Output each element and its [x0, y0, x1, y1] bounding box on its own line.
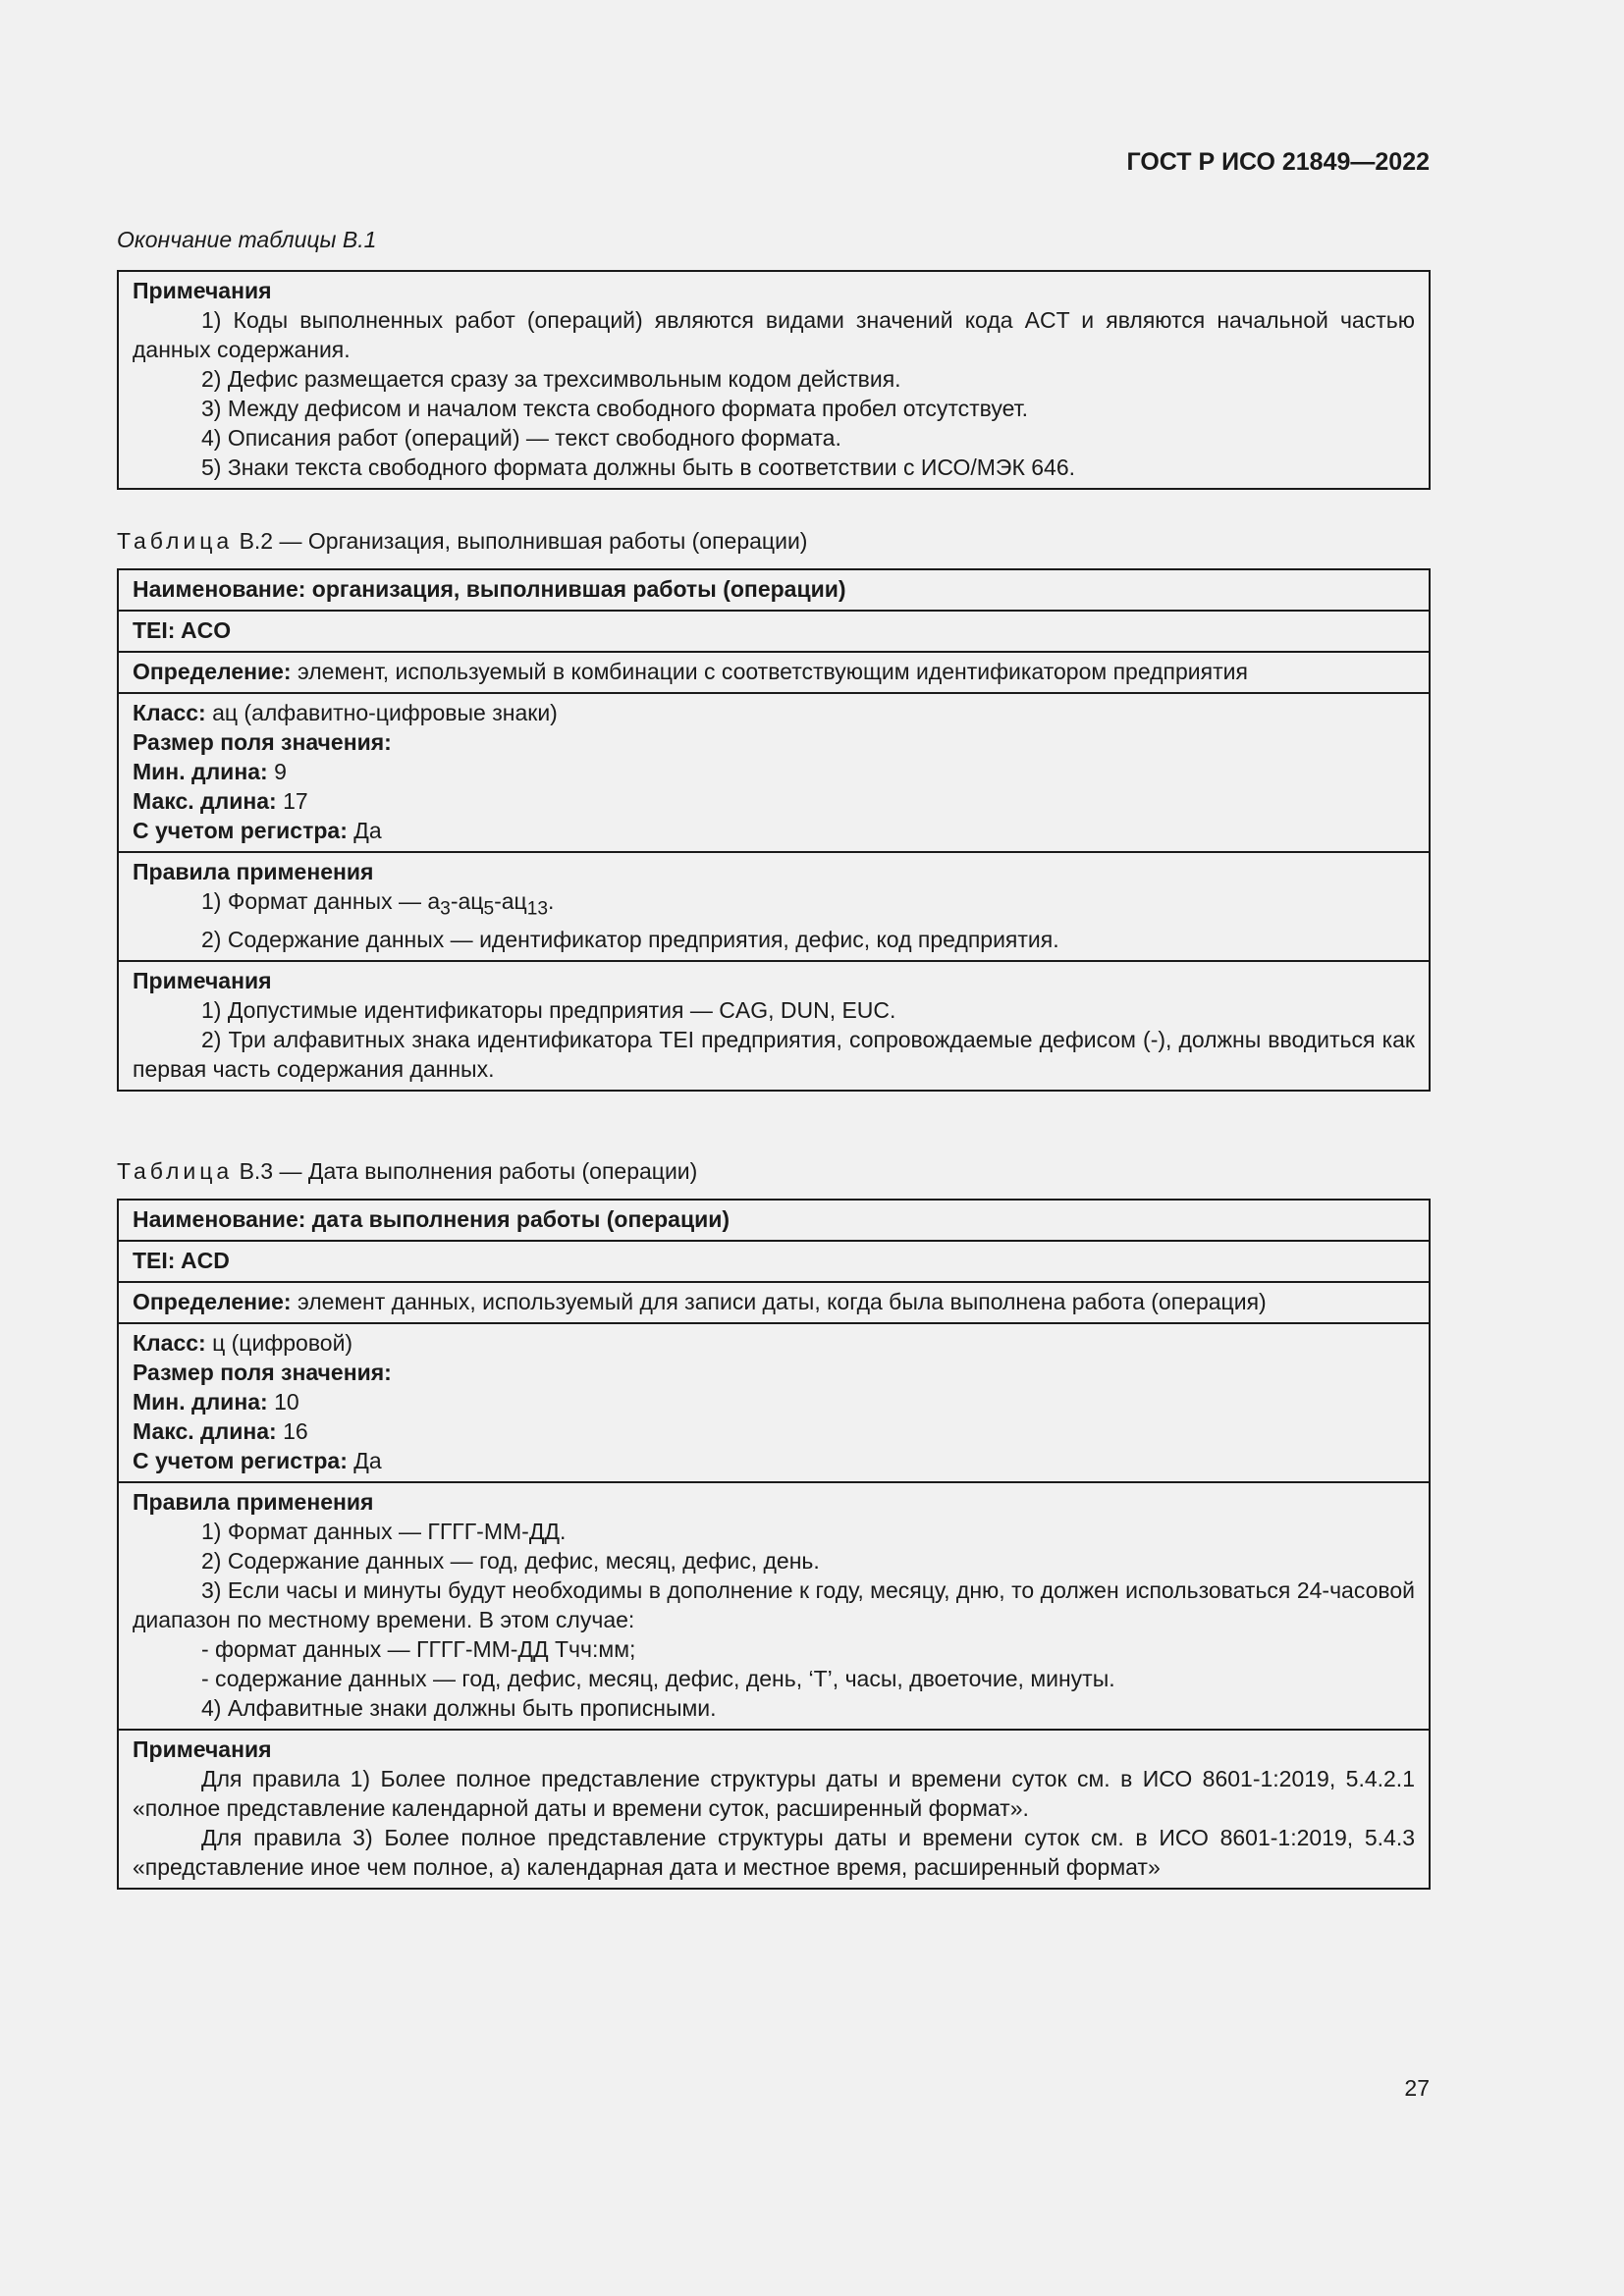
- class-row: [119, 692, 1429, 851]
- rule-item: 3) Если часы и минуты будут необходимы в дополнение к году, месяцу, дню, то должен использоваться 24-часовой диапазон по местному времени. В этом случае:: [133, 1577, 1415, 1632]
- notes-title: Примечания: [133, 967, 272, 993]
- tei-row: TEI: ACO: [119, 610, 1429, 651]
- table-b3: [117, 1199, 1431, 1890]
- class-label: Класс:: [133, 1330, 206, 1356]
- table-b1-notes: [117, 270, 1431, 490]
- definition-text: элемент, используемый в комбинации с соответствующим идентификатором предприятия: [298, 659, 1248, 684]
- field-size-label: Размер поля значения:: [133, 1360, 392, 1385]
- rules-title: Правила применения: [133, 859, 374, 884]
- rules-title: Правила применения: [133, 1489, 374, 1515]
- max-length-value: 16: [283, 1418, 308, 1444]
- rule-item: - формат данных — ГГГГ-ММ-ДД Тчч:мм;: [201, 1636, 636, 1662]
- note-item: 5) Знаки текста свободного формата должны быть в соответствии с ИСО/МЭК 646.: [201, 454, 1076, 480]
- note-item: 3) Между дефисом и началом текста свободного формата пробел отсутствует.: [201, 396, 1029, 421]
- rule-item: - содержание данных — год, дефис, месяц, дефис, день, ‘T’, часы, двоеточие, минуты.: [201, 1666, 1115, 1691]
- class-value: ц (цифровой): [212, 1330, 353, 1356]
- note-item: 1) Коды выполненных работ (операций) являются видами значений кода ACT и являются начальной частью данных содержания.: [133, 307, 1415, 362]
- standard-designation: ГОСТ Р ИСО 21849—2022: [1126, 148, 1430, 176]
- definition-row: [119, 1281, 1429, 1322]
- class-row: [119, 1322, 1429, 1481]
- case-sensitive-value: Да: [353, 818, 382, 843]
- table-b2-caption: [117, 526, 807, 556]
- table-label: Таблица: [117, 1158, 234, 1184]
- notes-row: [119, 960, 1429, 1090]
- table-b2: [117, 568, 1431, 1092]
- table-title: В.3 — Дата выполнения работы (операции): [239, 1158, 698, 1184]
- definition-label: Определение:: [133, 659, 292, 684]
- table-b1-continuation-caption: Окончание таблицы В.1: [117, 227, 377, 252]
- page-number: 27: [1404, 2075, 1430, 2101]
- min-length-label: Мин. длина:: [133, 759, 268, 784]
- case-sensitive-label: С учетом регистра:: [133, 1448, 348, 1473]
- rule-item: 1) Формат данных — ГГГГ-ММ-ДД.: [201, 1519, 567, 1544]
- table-b1-notes-cell: [119, 272, 1429, 488]
- note-item: Для правила 1) Более полное представление структуры даты и времени суток см. в ИСО 8601-1:2019, 5.4.2.1 «полное представление календарной даты и времени суток, расширенный формат».: [133, 1766, 1415, 1821]
- name-row: Наименование: дата выполнения работы (операции): [133, 1206, 731, 1232]
- case-sensitive-value: Да: [353, 1448, 382, 1473]
- note-item: 2) Три алфавитных знака идентификатора TEI предприятия, сопровождаемые дефисом (-), должны вводиться как первая часть содержания данных.: [133, 1026, 1415, 1082]
- field-size-label: Размер поля значения:: [133, 729, 392, 755]
- notes-title: Примечания: [133, 1736, 272, 1762]
- definition-row: [119, 651, 1429, 692]
- min-length-label: Мин. длина:: [133, 1389, 268, 1415]
- tei-row: TEI: ACD: [119, 1240, 1429, 1281]
- note-item: 4) Описания работ (операций) — текст свободного формата.: [201, 425, 841, 451]
- definition-label: Определение:: [133, 1289, 292, 1314]
- min-length-value: 10: [274, 1389, 299, 1415]
- max-length-label: Макс. длина:: [133, 788, 277, 814]
- max-length-value: 17: [283, 788, 308, 814]
- class-value: ац (алфавитно-цифровые знаки): [212, 700, 558, 725]
- note-item: 2) Дефис размещается сразу за трехсимвольным кодом действия.: [201, 366, 901, 392]
- rules-row: [119, 851, 1429, 960]
- rule-item: 2) Содержание данных — идентификатор предприятия, дефис, код предприятия.: [201, 926, 1059, 952]
- notes-title: Примечания: [133, 278, 272, 303]
- note-item: 1) Допустимые идентификаторы предприятия — CAG, DUN, EUC.: [201, 996, 896, 1023]
- note-item: Для правила 3) Более полное представление структуры даты и времени суток см. в ИСО 8601-1:2019, 5.4.3 «представление иное чем полное, а) календарная дата и местное время, расширенный формат»: [133, 1825, 1415, 1880]
- max-length-label: Макс. длина:: [133, 1418, 277, 1444]
- definition-text: элемент данных, используемый для записи даты, когда была выполнена работа (операция): [298, 1289, 1267, 1314]
- rule-item: 4) Алфавитные знаки должны быть прописными.: [201, 1695, 717, 1721]
- table-label: Таблица: [117, 528, 234, 554]
- class-label: Класс:: [133, 700, 206, 725]
- rules-row: [119, 1481, 1429, 1729]
- table-b3-caption: [117, 1156, 697, 1186]
- notes-row: [119, 1729, 1429, 1888]
- case-sensitive-label: С учетом регистра:: [133, 818, 348, 843]
- table-title: В.2 — Организация, выполнившая работы (операции): [239, 528, 808, 554]
- rule-item: 1) Формат данных — $а_3-ац_5-ац_{13}$.: [201, 888, 555, 920]
- name-row: Наименование: организация, выполнившая работы (операции): [133, 576, 846, 602]
- rule-item: 2) Содержание данных — год, дефис, месяц, дефис, день.: [201, 1548, 820, 1574]
- min-length-value: 9: [274, 759, 287, 784]
